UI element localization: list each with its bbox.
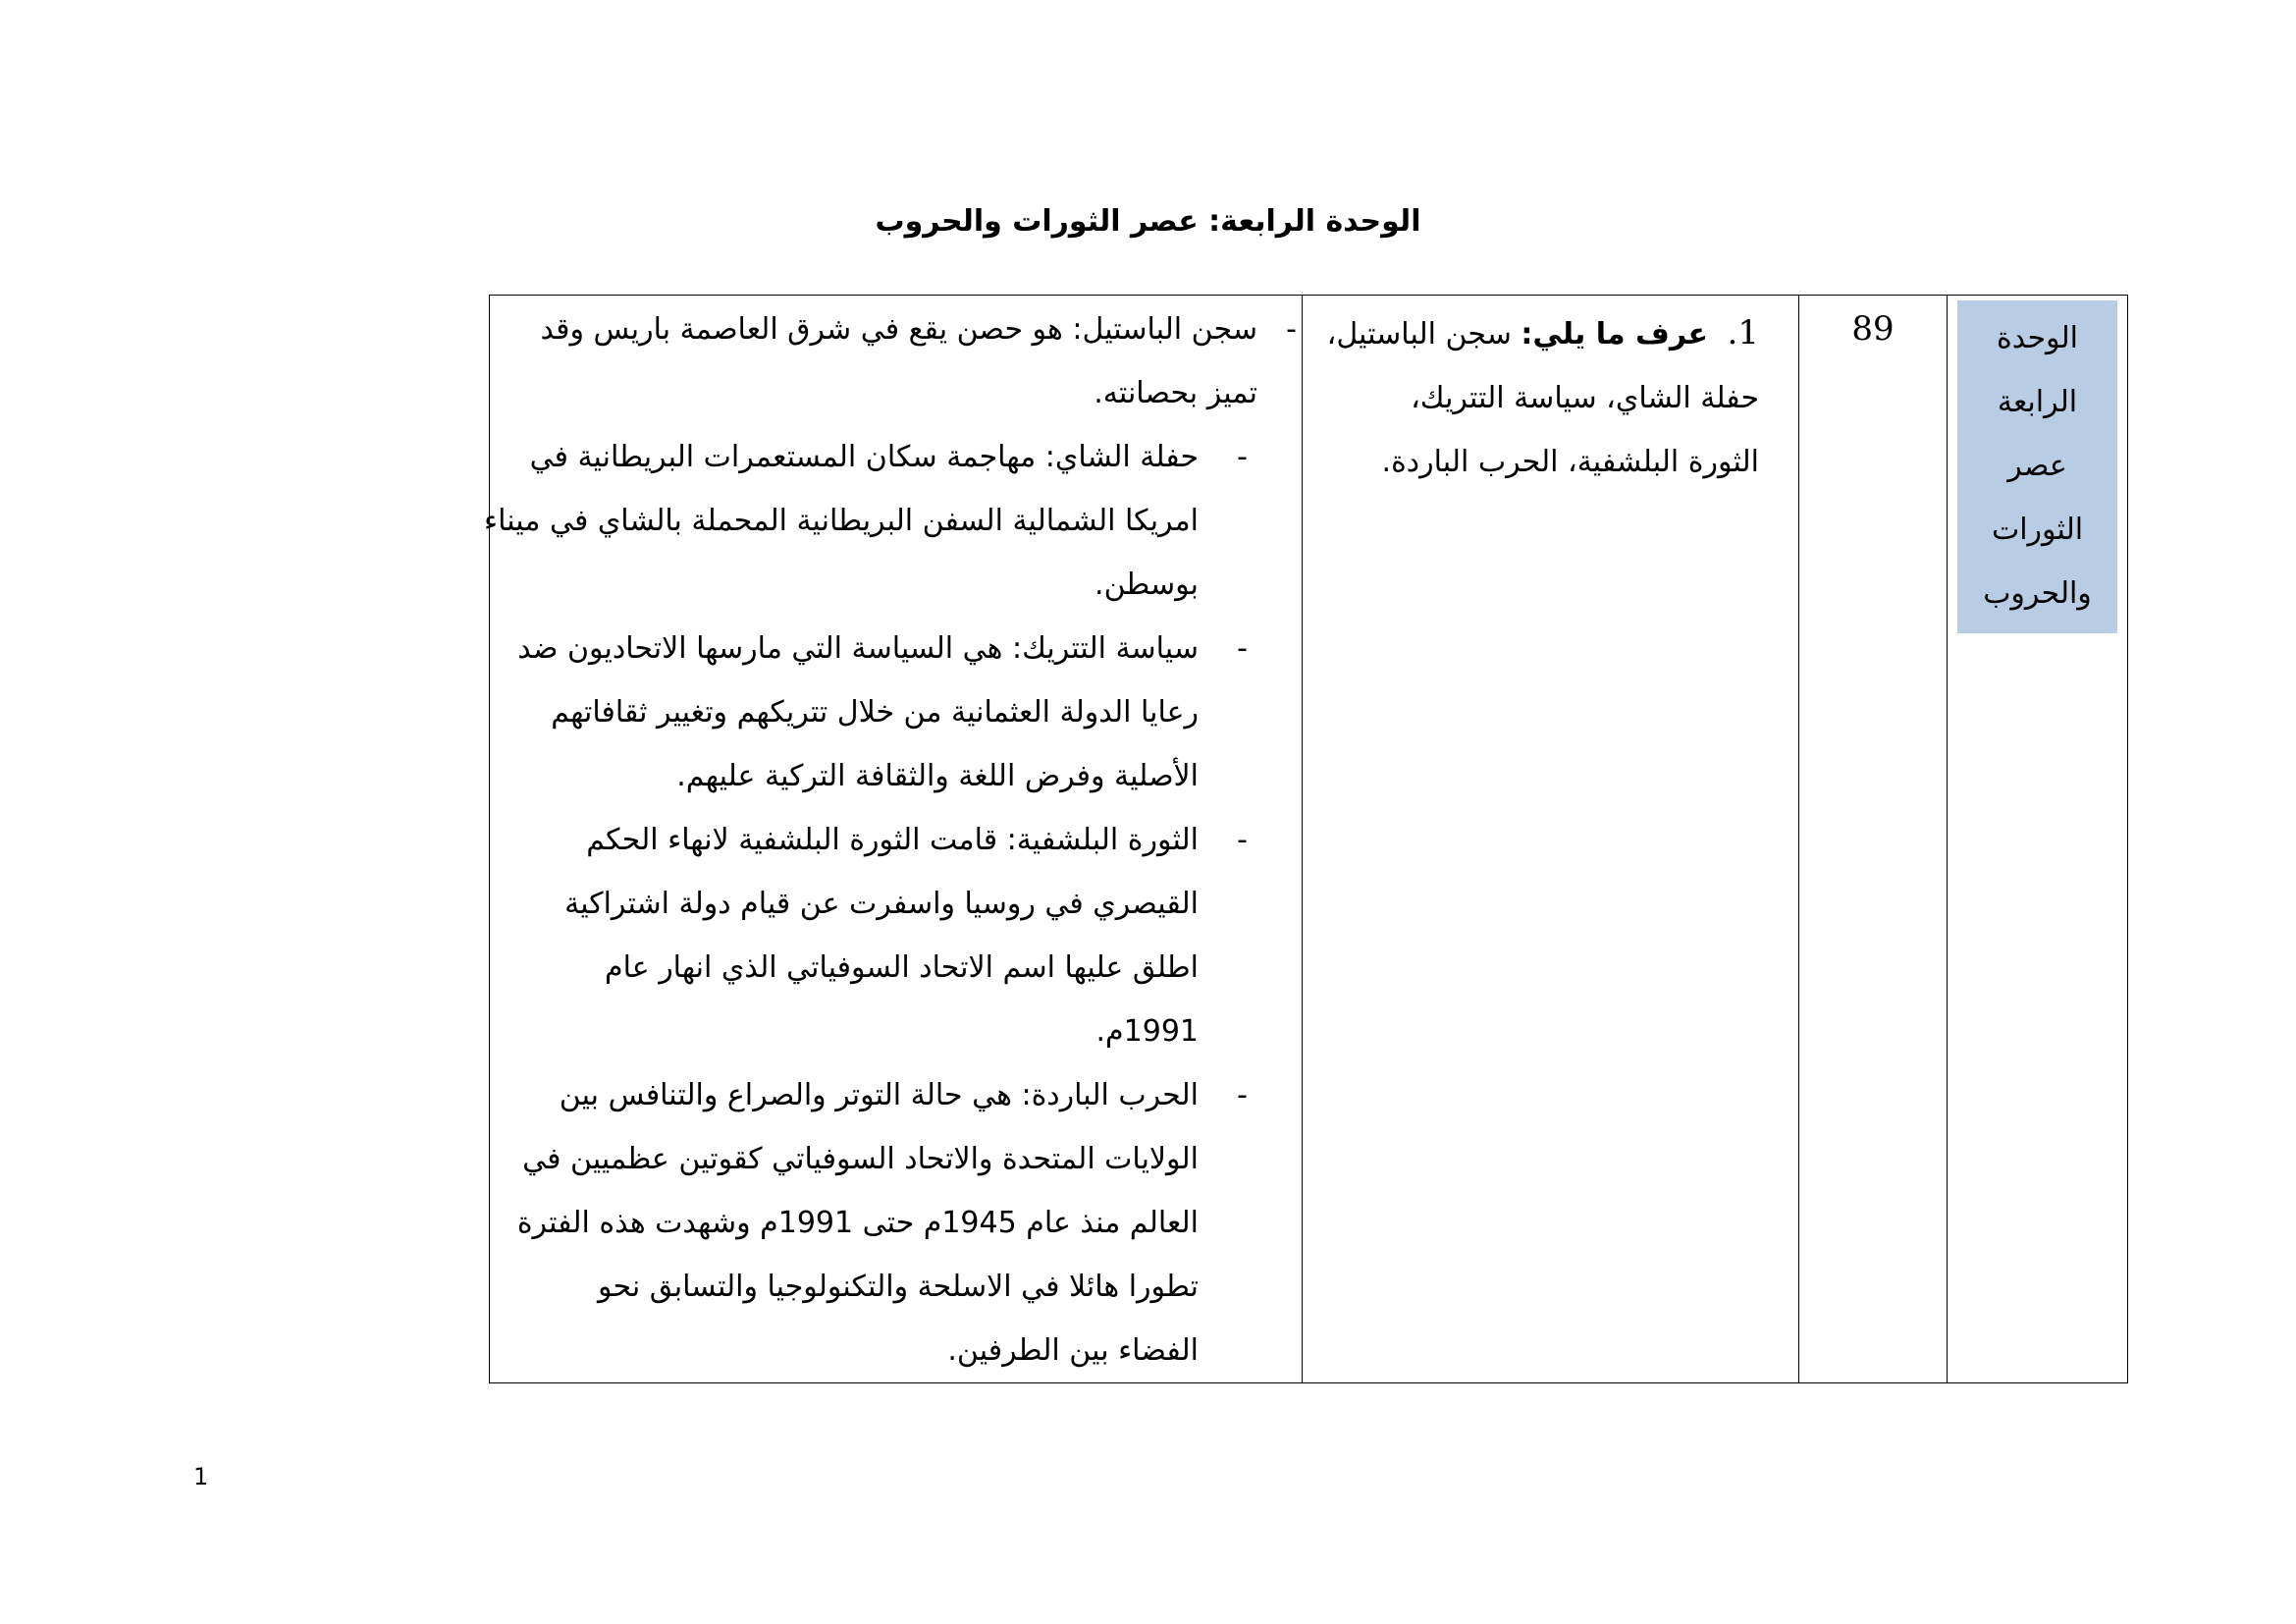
answer-text: سياسة التتريك: هي السياسة التي مارسها الاتحاديون ضد bbox=[517, 631, 1199, 666]
unit-line: الوحدة bbox=[1997, 321, 2078, 355]
unit-label bbox=[1957, 300, 2117, 633]
list-item bbox=[500, 298, 1297, 425]
bullet-dash: - bbox=[1237, 631, 1248, 666]
answer-text: رعايا الدولة العثمانية من خلال تتريكهم وتغيير ثقافاتهم bbox=[551, 695, 1199, 730]
bullet-dash: - bbox=[1237, 823, 1248, 857]
list-item bbox=[500, 808, 1248, 1063]
list-item bbox=[500, 1063, 1248, 1382]
bullet-dash: - bbox=[1286, 312, 1297, 347]
answer-text: اطلق عليها اسم الاتحاد السوفياتي الذي انهار عام bbox=[605, 950, 1199, 985]
question-text: الثورة البلشفية، الحرب الباردة. bbox=[1381, 445, 1759, 479]
answer-text: حفلة الشاي: مهاجمة سكان المستعمرات البريطانية في bbox=[529, 440, 1199, 474]
question-text: حفلة الشاي، سياسة التتريك، bbox=[1411, 381, 1759, 415]
question-number: 1. bbox=[1727, 313, 1759, 352]
answer-text: 1991م. bbox=[1095, 1014, 1199, 1049]
page-number: 1 bbox=[193, 1463, 209, 1490]
answer-text: الأصلية وفرض اللغة والثقافة التركية عليهم. bbox=[676, 759, 1199, 793]
page-title: الوحدة الرابعة: عصر الثورات والحروب bbox=[875, 204, 1421, 239]
question-label: عرف ما يلي: bbox=[1521, 317, 1708, 352]
answer-cell bbox=[483, 296, 1303, 1383]
answer-text: الثورة البلشفية: قامت الثورة البلشفية لانهاء الحكم bbox=[586, 823, 1199, 857]
answer-text: بوسطن. bbox=[1095, 568, 1199, 602]
unit-line: الثورات bbox=[1991, 513, 2084, 547]
question-cell bbox=[1303, 296, 1799, 1383]
answer-list bbox=[483, 298, 1302, 1382]
list-item bbox=[500, 617, 1248, 808]
content-table bbox=[483, 295, 2128, 1383]
answer-text: القيصري في روسيا واسفرت عن قيام دولة اشتراكية bbox=[564, 887, 1199, 921]
bullet-dash: - bbox=[1237, 440, 1248, 474]
answer-text: تطورا هائلا في الاسلحة والتكنولوجيا والتسابق نحو bbox=[597, 1270, 1199, 1304]
answer-text: الولايات المتحدة والاتحاد السوفياتي كقوتين عظميين في bbox=[522, 1142, 1199, 1176]
table-row bbox=[490, 296, 2128, 1383]
question bbox=[1303, 296, 1798, 494]
unit-line: والحروب bbox=[1983, 576, 2092, 611]
unit-line: عصر bbox=[2007, 449, 2067, 483]
question-text: سجن الباستيل، bbox=[1326, 317, 1512, 352]
answer-text: امريكا الشمالية السفن البريطانية المحملة بالشاي في ميناء bbox=[483, 504, 1199, 538]
question-line bbox=[1322, 301, 1759, 366]
bullet-dash: - bbox=[1237, 1078, 1248, 1112]
list-item bbox=[483, 425, 1248, 617]
unit-line: الرابعة bbox=[1997, 385, 2078, 419]
answer-text: الحرب الباردة: هي حالة التوتر والصراع والتنافس بين bbox=[559, 1078, 1199, 1112]
unit-cell bbox=[1948, 296, 2128, 1383]
answer-text: العالم منذ عام 1945م حتى 1991م وشهدت هذه الفترة bbox=[516, 1206, 1199, 1240]
answer-text: الفضاء بين الطرفين. bbox=[947, 1333, 1199, 1368]
page-ref-cell bbox=[1799, 296, 1948, 1383]
answer-text: تميز بحصانته. bbox=[1094, 376, 1257, 410]
answer-text: سجن الباستيل: هو حصن يقع في شرق العاصمة باريس وقد bbox=[540, 312, 1257, 347]
page-ref: 89 bbox=[1851, 309, 1895, 349]
